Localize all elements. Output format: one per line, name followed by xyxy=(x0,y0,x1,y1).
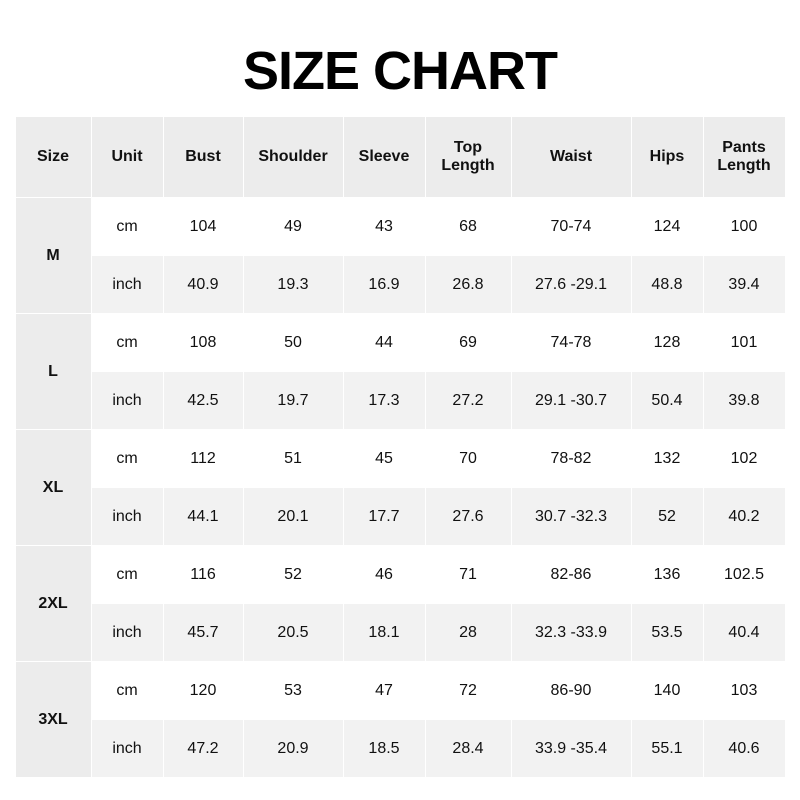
top-length-cell: 28.4 xyxy=(425,720,511,778)
bust-cell: 120 xyxy=(163,662,243,720)
top-length-cell: 28 xyxy=(425,604,511,662)
table-row xyxy=(15,430,785,488)
pants-length-cell: 40.2 xyxy=(703,488,785,546)
bust-cell: 47.2 xyxy=(163,720,243,778)
column-header-pants-length-line2: Length xyxy=(717,157,771,174)
hips-cell: 132 xyxy=(631,430,703,488)
unit-cell: inch xyxy=(91,372,163,430)
unit-cell: cm xyxy=(91,314,163,372)
column-header-top-length-line2: Length xyxy=(441,157,495,174)
top-length-cell: 68 xyxy=(425,198,511,256)
hips-cell: 128 xyxy=(631,314,703,372)
waist-cell: 29.1 -30.7 xyxy=(511,372,631,430)
bust-cell: 116 xyxy=(163,546,243,604)
hips-cell: 140 xyxy=(631,662,703,720)
bust-cell: 44.1 xyxy=(163,488,243,546)
top-length-cell: 70 xyxy=(425,430,511,488)
size-chart-table xyxy=(15,116,786,778)
unit-cell: inch xyxy=(91,488,163,546)
sleeve-cell: 17.7 xyxy=(343,488,425,546)
hips-cell: 50.4 xyxy=(631,372,703,430)
pants-length-cell: 39.4 xyxy=(703,256,785,314)
bust-cell: 112 xyxy=(163,430,243,488)
sleeve-cell: 18.1 xyxy=(343,604,425,662)
table-row xyxy=(15,314,785,372)
table-row xyxy=(15,604,785,662)
sleeve-cell: 47 xyxy=(343,662,425,720)
pants-length-cell: 102.5 xyxy=(703,546,785,604)
column-header-shoulder: Shoulder xyxy=(243,117,343,198)
hips-cell: 136 xyxy=(631,546,703,604)
pants-length-cell: 100 xyxy=(703,198,785,256)
unit-cell: cm xyxy=(91,662,163,720)
hips-cell: 124 xyxy=(631,198,703,256)
column-header-unit: Unit xyxy=(91,117,163,198)
hips-cell: 48.8 xyxy=(631,256,703,314)
size-label-2xl: 2XL xyxy=(15,546,91,662)
column-header-pants-length-line1: Pants xyxy=(722,138,766,156)
page-title: SIZE CHART xyxy=(243,41,557,101)
table-row xyxy=(15,256,785,314)
unit-cell: inch xyxy=(91,256,163,314)
waist-cell: 33.9 -35.4 xyxy=(511,720,631,778)
bust-cell: 42.5 xyxy=(163,372,243,430)
shoulder-cell: 20.1 xyxy=(243,488,343,546)
column-header-top-length xyxy=(425,117,511,198)
shoulder-cell: 20.9 xyxy=(243,720,343,778)
pants-length-cell: 40.6 xyxy=(703,720,785,778)
bust-cell: 104 xyxy=(163,198,243,256)
bust-cell: 45.7 xyxy=(163,604,243,662)
sleeve-cell: 44 xyxy=(343,314,425,372)
waist-cell: 30.7 -32.3 xyxy=(511,488,631,546)
size-label-xl: XL xyxy=(15,430,91,546)
table-row xyxy=(15,198,785,256)
unit-cell: cm xyxy=(91,198,163,256)
column-header-sleeve: Sleeve xyxy=(343,117,425,198)
unit-cell: inch xyxy=(91,604,163,662)
pants-length-cell: 102 xyxy=(703,430,785,488)
table-row xyxy=(15,488,785,546)
top-length-cell: 69 xyxy=(425,314,511,372)
table-header-row xyxy=(15,117,785,198)
size-label-m: M xyxy=(15,198,91,314)
shoulder-cell: 20.5 xyxy=(243,604,343,662)
table-body xyxy=(15,198,785,778)
column-header-pants-length xyxy=(703,117,785,198)
column-header-size: Size xyxy=(15,117,91,198)
waist-cell: 82-86 xyxy=(511,546,631,604)
table-row xyxy=(15,720,785,778)
shoulder-cell: 52 xyxy=(243,546,343,604)
pants-length-cell: 39.8 xyxy=(703,372,785,430)
table-header xyxy=(15,117,785,198)
shoulder-cell: 50 xyxy=(243,314,343,372)
column-header-bust: Bust xyxy=(163,117,243,198)
waist-cell: 86-90 xyxy=(511,662,631,720)
shoulder-cell: 53 xyxy=(243,662,343,720)
column-header-hips: Hips xyxy=(631,117,703,198)
bust-cell: 108 xyxy=(163,314,243,372)
waist-cell: 70-74 xyxy=(511,198,631,256)
waist-cell: 27.6 -29.1 xyxy=(511,256,631,314)
sleeve-cell: 45 xyxy=(343,430,425,488)
sleeve-cell: 18.5 xyxy=(343,720,425,778)
sleeve-cell: 43 xyxy=(343,198,425,256)
top-length-cell: 27.2 xyxy=(425,372,511,430)
unit-cell: cm xyxy=(91,430,163,488)
bust-cell: 40.9 xyxy=(163,256,243,314)
column-header-top-length-line1: Top xyxy=(453,138,483,156)
sleeve-cell: 16.9 xyxy=(343,256,425,314)
hips-cell: 52 xyxy=(631,488,703,546)
top-length-cell: 27.6 xyxy=(425,488,511,546)
table-row xyxy=(15,662,785,720)
shoulder-cell: 49 xyxy=(243,198,343,256)
size-label-l: L xyxy=(15,314,91,430)
waist-cell: 78-82 xyxy=(511,430,631,488)
shoulder-cell: 19.3 xyxy=(243,256,343,314)
column-header-waist: Waist xyxy=(511,117,631,198)
shoulder-cell: 51 xyxy=(243,430,343,488)
table-row xyxy=(15,546,785,604)
waist-cell: 32.3 -33.9 xyxy=(511,604,631,662)
hips-cell: 55.1 xyxy=(631,720,703,778)
sleeve-cell: 46 xyxy=(343,546,425,604)
unit-cell: inch xyxy=(91,720,163,778)
top-length-cell: 71 xyxy=(425,546,511,604)
hips-cell: 53.5 xyxy=(631,604,703,662)
sleeve-cell: 17.3 xyxy=(343,372,425,430)
size-label-3xl: 3XL xyxy=(15,662,91,778)
table-row xyxy=(15,372,785,430)
top-length-cell: 72 xyxy=(425,662,511,720)
top-length-cell: 26.8 xyxy=(425,256,511,314)
pants-length-cell: 101 xyxy=(703,314,785,372)
waist-cell: 74-78 xyxy=(511,314,631,372)
unit-cell: cm xyxy=(91,546,163,604)
shoulder-cell: 19.7 xyxy=(243,372,343,430)
pants-length-cell: 40.4 xyxy=(703,604,785,662)
pants-length-cell: 103 xyxy=(703,662,785,720)
